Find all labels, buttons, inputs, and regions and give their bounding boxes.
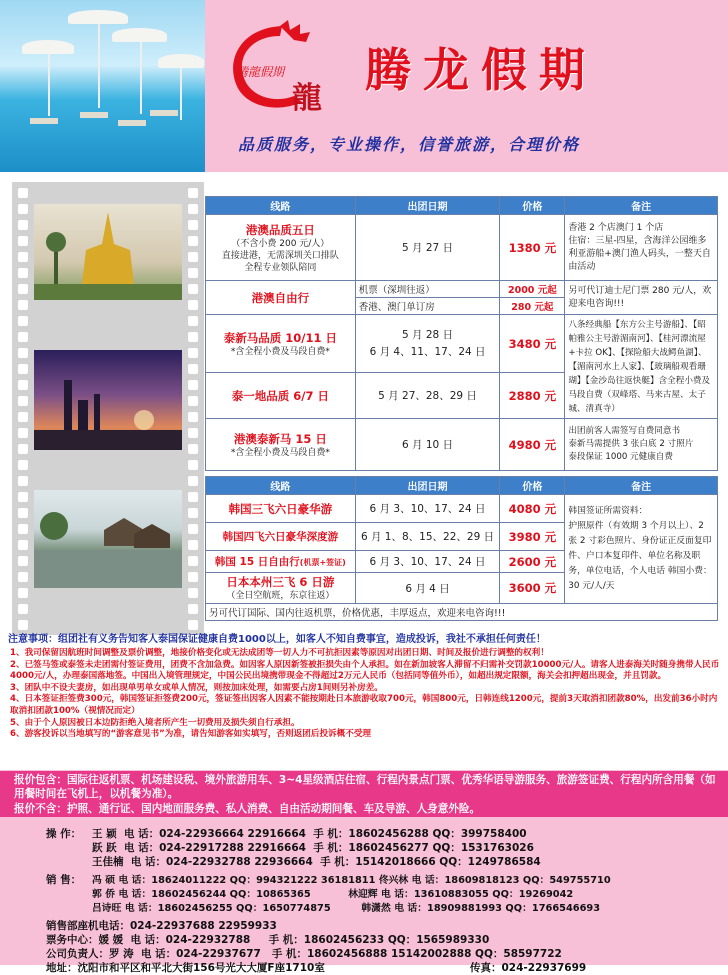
film-hole	[188, 236, 198, 246]
qq: 399758400	[460, 828, 527, 840]
depart-date: 香港、澳门单订房	[355, 298, 500, 315]
film-hole	[188, 188, 198, 198]
seat-phone: 销售部座机电话：024-22937688 22959933	[46, 920, 277, 932]
price: 280 元起	[500, 298, 565, 315]
film-hole	[18, 476, 28, 486]
price: 1380 元	[500, 215, 565, 281]
list-item: 4、日本签证拒签费300元，韩国签证拒签费200元，签证签出因客人因素不能按期赴日本旅游收取700元，韩国800元，日韩连线1200元，提前3天取消扣团款80%，出发前36小时内取消扣团款100%（视情况而定）	[10, 694, 718, 716]
contact-name: 佟兴林	[378, 875, 409, 886]
film-hole	[188, 268, 198, 278]
film-hole	[18, 604, 28, 614]
film-hole	[18, 524, 28, 534]
film-hole	[188, 620, 198, 630]
contact-name: 王佳楠	[92, 856, 124, 868]
includes-label: 报价包含：	[14, 774, 67, 786]
qq: 994321222 36181811	[256, 875, 376, 886]
city-night-photo	[34, 350, 182, 450]
contact-row	[92, 826, 527, 841]
film-hole	[18, 268, 28, 278]
depart-date: 6 月 1、8、15、22、29 日	[355, 523, 500, 551]
tel-label: 电 话：	[140, 948, 177, 960]
tel: 024-22917288 22916664	[159, 842, 306, 854]
includes-bar	[0, 771, 728, 817]
route-sub: （全日空航班，东京往返）	[226, 591, 335, 601]
table-row	[206, 604, 718, 621]
qq-label: QQ：	[236, 903, 263, 914]
price: 2880 元	[500, 373, 565, 419]
film-hole	[18, 332, 28, 342]
col-header: 出团日期	[355, 197, 500, 215]
dragon-logo	[222, 18, 342, 118]
film-hole	[188, 572, 198, 582]
depart-date: 6 月 3、10、17、24 日	[355, 495, 500, 523]
col-header: 价格	[500, 477, 565, 495]
film-hole	[188, 508, 198, 518]
price: 3600 元	[500, 573, 565, 604]
qq: 19269042	[518, 889, 574, 900]
tel: 024-22932788 22936664	[165, 856, 313, 868]
film-hole	[18, 556, 28, 566]
film-hole	[18, 460, 28, 470]
film-hole	[18, 380, 28, 390]
tel: 18609818123	[444, 875, 520, 886]
notice-list	[10, 648, 722, 741]
route-sub: (机票+签证)	[299, 558, 346, 567]
tel: 13610883055	[413, 889, 489, 900]
route-sub: *含全程小费及马段自费*	[230, 346, 330, 357]
table-row	[206, 281, 718, 298]
film-hole	[18, 348, 28, 358]
notice-label: 注意事项：	[8, 634, 58, 645]
address: 地址：沈阳市和平区和平北大街156号光大大厦F座1710室	[46, 962, 325, 974]
mobile-label: 手 机：	[313, 828, 349, 840]
depart-date: 5 月 27 日	[355, 215, 500, 281]
film-hole	[18, 588, 28, 598]
logo-char: 龍	[292, 81, 322, 116]
price: 4980 元	[500, 419, 565, 471]
contact-row	[92, 900, 600, 914]
tel: 024-22932788	[165, 934, 251, 946]
film-hole	[18, 412, 28, 422]
film-hole	[188, 364, 198, 374]
tel: 18602456244	[151, 889, 227, 900]
col-header: 出团日期	[355, 477, 500, 495]
price: 2000 元起	[500, 281, 565, 298]
route-name: 港澳泰新马 15 日	[233, 431, 327, 446]
beach-photo	[0, 0, 205, 172]
film-hole	[188, 220, 198, 230]
route-name: 泰新马品质 10/11 日	[223, 330, 337, 345]
film-hole	[188, 460, 198, 470]
remark: 韩国签证所需资料： 护照原件（有效期 3 个月以上）、2 张 2 寸彩色照片、身份证正反面复印件、户口本复印件、单位名称及职务，单位电话，个人电话 韩国小费：30 元/人/天	[565, 495, 718, 604]
contact-name: 林迎辉	[348, 889, 378, 900]
film-hole	[188, 492, 198, 502]
film-hole	[18, 188, 28, 198]
excludes-label: 报价不含：	[14, 803, 67, 815]
notice-text: 组团社有义务告知客人泰国保证健康自费1000以上，如客人不知自费事宜，造成投诉，我社不承担任何责任！	[58, 634, 546, 645]
depart-date: 6 月 4 日	[355, 573, 500, 604]
village-photo	[34, 490, 182, 588]
qq: 58597722	[503, 948, 562, 960]
film-hole	[18, 396, 28, 406]
film-hole	[18, 252, 28, 262]
tel: 024-22937677	[176, 948, 261, 960]
col-header: 价格	[500, 197, 565, 215]
contact-name: 罗 涛	[109, 948, 134, 960]
tel-label: 电 话：	[123, 842, 160, 854]
qq-label: QQ：	[492, 889, 519, 900]
film-hole	[18, 540, 28, 550]
mobile: 18602456288	[348, 828, 429, 840]
tel: 18624011222	[151, 875, 227, 886]
film-hole	[18, 620, 28, 630]
mobile-label: 手 机：	[313, 842, 349, 854]
list-item: 1、我司保留因航班时间调整及票价调整，地接价格变化或无法成团等一切人力不可抗拒因素等原因对出团日期、时间及报价进行调整的权利！	[10, 648, 549, 658]
remark: 另可代订迪士尼门票 280 元/人，欢迎来电咨询!!!	[565, 281, 718, 315]
film-hole	[188, 412, 198, 422]
qq-label: QQ：	[432, 828, 461, 840]
contact-name: 韩潇然	[361, 903, 391, 914]
table-row	[206, 215, 718, 281]
film-hole	[18, 492, 28, 502]
qq-label: QQ：	[505, 903, 532, 914]
film-hole	[188, 588, 198, 598]
contact-name: 跃 跃	[92, 842, 117, 854]
qq-label: QQ：	[432, 842, 461, 854]
op-label: 操 作：	[46, 828, 82, 840]
depart-date: 5 月 27、28、29 日	[355, 373, 500, 419]
qq: 549755710	[549, 875, 611, 886]
film-hole	[188, 380, 198, 390]
qq: 1249786584	[467, 856, 541, 868]
film-hole	[18, 316, 28, 326]
tel-label: 电 话：	[411, 875, 445, 886]
film-hole	[188, 316, 198, 326]
qq-label: QQ：	[229, 889, 257, 900]
film-hole	[18, 284, 28, 294]
contact-name: 郭 侨	[92, 889, 116, 900]
fax: 传真：024-22937699	[470, 962, 587, 974]
film-hole	[188, 428, 198, 438]
contact-row	[92, 840, 534, 855]
col-header: 备注	[565, 197, 718, 215]
depart-date: 6 月 3、10、17、24 日	[355, 551, 500, 573]
qq: 1531763026	[460, 842, 534, 854]
qq-label: QQ：	[229, 875, 257, 886]
table-row	[206, 315, 718, 373]
logo-text: 腾龍假期	[236, 65, 285, 79]
film-hole	[188, 332, 198, 342]
price: 3480 元	[500, 315, 565, 373]
route-name: 日本本州三飞 6 日游	[226, 575, 335, 589]
table-row	[206, 419, 718, 471]
film-hole	[18, 572, 28, 582]
route-name: 韩国 15 日自由行	[214, 556, 300, 568]
tel-label: 电 话：	[130, 856, 166, 868]
film-hole	[188, 556, 198, 566]
tel: 18602456255	[157, 903, 233, 914]
contact-row	[92, 872, 611, 886]
depart-date: 6 月 10 日	[355, 419, 500, 471]
film-hole	[18, 204, 28, 214]
qq-label: QQ：	[475, 948, 504, 960]
film-hole	[188, 300, 198, 310]
film-hole	[18, 364, 28, 374]
contact-row	[92, 854, 541, 869]
contact-name: 吕诗旺	[92, 903, 122, 914]
tel-label: 电 话：	[118, 875, 152, 886]
route-name: 港澳品质五日	[245, 222, 315, 237]
includes-text: 国际往返机票、机场建设税、境外旅游用车、3~4星级酒店住宿、行程内景点门票、优秀华语导游服务、旅游签证费、行程内所含用餐（如用餐时间在飞机上，以机餐为准）。	[14, 774, 716, 800]
contact-name: 媛 媛	[98, 934, 124, 946]
route-name: 韩国四飞六日豪华深度游	[206, 523, 356, 551]
table-korea-japan	[205, 476, 718, 621]
film-hole	[18, 236, 28, 246]
route-name: 港澳自由行	[206, 281, 356, 315]
mobile-label: 手 机：	[320, 856, 356, 868]
film-hole	[188, 252, 198, 262]
table-row	[206, 495, 718, 523]
price: 3980 元	[500, 523, 565, 551]
temple-photo	[34, 204, 182, 300]
list-item: 6、游客投诉以当地填写的“游客意见书”为准，请告知游客如实填写，否则返团后投诉概不受理	[10, 729, 372, 740]
film-hole	[188, 540, 198, 550]
film-hole	[188, 444, 198, 454]
boss-label: 公司负责人：	[46, 948, 109, 960]
remark: 出团前客人需签写自费同意书 泰新马需提供 3 张白底 2 寸照片 泰段保证 1000 元健康自费	[565, 419, 718, 471]
film-hole	[188, 604, 198, 614]
film-hole	[188, 348, 198, 358]
mobile-label: 手 机：	[271, 948, 307, 960]
film-hole	[18, 428, 28, 438]
list-item: 2、已签马签或泰签未走团需付签证费用，团费不含加急费。如因客人原因新签被拒损失由个人承担。如在新加坡客人滞留不归需补交罚款10000元/人。请客人进泰海关时随身携带人民币4000元/人，办理泰国落地签。中国出入境管理规定，中国公民出境携带现金不得超过2万元人民币（包括同等值外币），如超出规定限额，海关会扣押超出现金，并且罚款。	[10, 659, 720, 682]
contact-name: 王 颖	[92, 828, 117, 840]
sales-label: 销 售：	[46, 874, 82, 886]
route-sub: （不含小费 200 元/人） 直接进港，无需深圳关口排队 全程专业领队陪同	[221, 238, 339, 273]
boss-row	[46, 946, 562, 961]
tel: 024-22936664 22916664	[159, 828, 306, 840]
tel: 18909881993	[427, 903, 502, 914]
film-hole	[18, 300, 28, 310]
qq-label: QQ：	[439, 856, 468, 868]
mobile-label: 手 机：	[268, 934, 304, 946]
col-header: 线路	[206, 197, 356, 215]
contact-name: 冯 硕	[92, 875, 116, 886]
price: 2600 元	[500, 551, 565, 573]
film-hole	[18, 444, 28, 454]
mobile: 18602456233	[303, 934, 385, 946]
film-strip	[12, 182, 204, 635]
route-name: 泰一地品质 6/7 日	[206, 373, 356, 419]
price: 4080 元	[500, 495, 565, 523]
tel-label: 电 话：	[381, 889, 414, 900]
remark: 八条经典船【东方公主号游船】、【昭帕雅公主号游湄南河】、【桂河漂流屋+卡拉 OK】、【探险船大战鳄鱼湖】、【湄南河水上人家】、【玻璃船观看珊瑚】【金沙岛往返快艇】含全程小费及马段自费（双峰塔、马来古屋、太子城、清真寺）	[565, 315, 718, 419]
mobile: 15142018666	[355, 856, 436, 868]
mobile: 18602456277	[348, 842, 429, 854]
film-hole	[188, 396, 198, 406]
ticket-label: 票务中心：	[46, 934, 99, 946]
excludes-text: 护照、通行证、国内地面服务费、私人消费、自由活动期间餐、车及导游、人身意外险。	[66, 803, 481, 815]
depart-date: 5 月 28 日 6 月 4、11、17、24 日	[355, 315, 500, 373]
table-hk-thai	[205, 196, 718, 471]
list-item: 5、由于个人原因被日本边防拒绝入境者所产生一切费用及损失须自行承担。	[10, 717, 300, 728]
qq-label: QQ：	[522, 875, 550, 886]
qq: 10865365	[256, 889, 311, 900]
col-header: 线路	[206, 477, 356, 495]
qq: 1650774875	[262, 903, 331, 914]
contact-row	[92, 886, 573, 900]
ticket-row	[46, 932, 489, 947]
notice	[8, 630, 724, 645]
film-hole	[18, 220, 28, 230]
qq: 1766546693	[531, 903, 601, 914]
brand-title: 腾龙假期	[365, 43, 597, 97]
qq-label: QQ：	[387, 934, 417, 946]
slogan: 品质服务，专业操作，信誉旅游，合理价格	[238, 135, 581, 154]
film-hole	[188, 204, 198, 214]
tel-label: 电 话：	[394, 903, 427, 914]
film-hole	[188, 476, 198, 486]
film-hole	[188, 524, 198, 534]
col-header: 备注	[565, 477, 718, 495]
film-hole	[18, 508, 28, 518]
remark: 香港 2 个店澳门 1 个店 住宿：三星-四星，含海洋公园维多利亚游船+澳门渔人码头，一整天自由活动	[565, 215, 718, 281]
tel-label: 电 话：	[123, 828, 160, 840]
table-footer: 另可代订国际、国内往返机票，价格优惠，丰厚返点，欢迎来电咨询!!!	[206, 604, 718, 621]
mobile: 18602456888 15142002888	[306, 948, 472, 960]
list-item: 3、团队中不设夫妻房，如出现单男单女或单人情况，则按加床处理，如需要占房1间则另补房差。	[10, 682, 383, 693]
qq: 1565989330	[416, 934, 490, 946]
route-sub: *含全程小费及马段自费*	[230, 447, 330, 458]
route-name: 韩国三飞六日豪华游	[206, 495, 356, 523]
tel-label: 电 话：	[124, 903, 158, 914]
tel-label: 电 话：	[130, 934, 166, 946]
depart-date: 机票（深圳往返）	[355, 281, 500, 298]
tel-label: 电 话：	[118, 889, 152, 900]
film-hole	[188, 284, 198, 294]
